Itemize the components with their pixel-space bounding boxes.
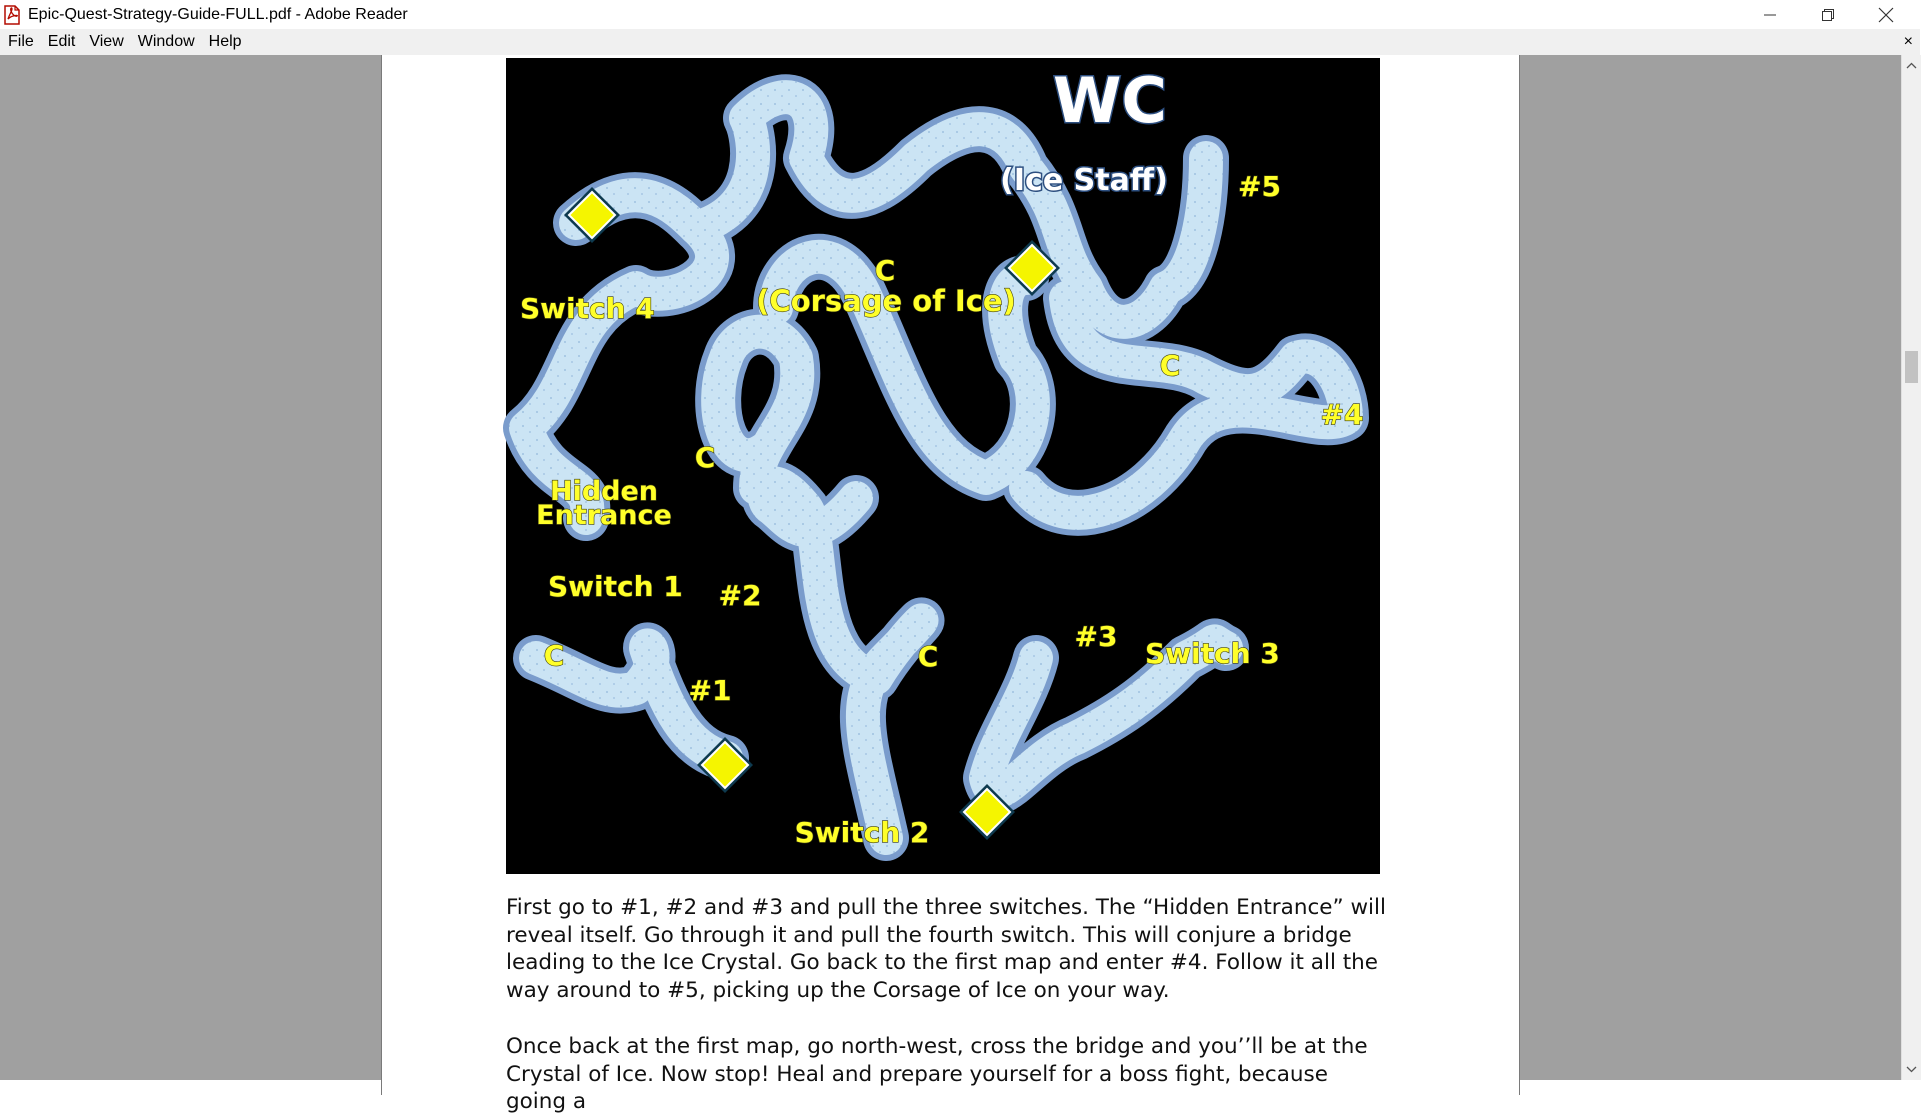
marker-2-label: #2 <box>718 579 762 612</box>
minimize-button[interactable] <box>1741 0 1799 29</box>
dungeon-map-image <box>506 58 1380 874</box>
chest-label: C <box>543 639 565 672</box>
switch-3-label: Switch 3 <box>1145 637 1280 670</box>
corsage-label: (Corsage of Ice) <box>756 284 1016 318</box>
marker-5-label: #5 <box>1238 170 1281 203</box>
restore-button[interactable] <box>1799 0 1857 29</box>
switch-1-label: Switch 1 <box>548 570 683 603</box>
menu-bar <box>0 29 1920 56</box>
chest-label: C <box>694 441 716 474</box>
scroll-up-button[interactable] <box>1902 57 1921 74</box>
vertical-scrollbar[interactable] <box>1901 55 1921 1080</box>
guide-paragraph-1: First go to #1, #2 and #3 and pull the three switches. The “Hidden Entrance” will reveal itself. Go through it and pull the fourth switch. This will conjure a bridge leading to the Ice Crystal. Go back to the first map and enter #4. Follow it all the way around to #5, picking up the Corsage of Ice on your way. <box>506 895 1386 1003</box>
hidden-entrance-label-line2: Entrance <box>536 500 672 531</box>
scroll-thumb[interactable] <box>1905 351 1918 383</box>
marker-3-label: #3 <box>1074 620 1118 653</box>
minimize-icon <box>1764 9 1776 21</box>
chest-label: C <box>917 640 939 673</box>
switch-4-label: Switch 4 <box>520 292 655 325</box>
wc-title-label: WC <box>1053 64 1167 137</box>
close-document-button[interactable]: × <box>1903 33 1913 50</box>
title-bar <box>0 0 1920 29</box>
scroll-down-button[interactable] <box>1902 1061 1921 1078</box>
window-title: Epic-Quest-Strategy-Guide-FULL.pdf - Adobe Reader <box>28 5 408 23</box>
guide-paragraph-2: Once back at the first map, go north-west, cross the bridge and you’’ll be at the Crystal of Ice. Now stop! Heal and prepare yourself for a boss fight, because going a <box>506 1034 1368 1114</box>
chevron-up-icon <box>1906 62 1917 69</box>
chevron-down-icon <box>1906 1066 1917 1073</box>
menu-edit[interactable]: Edit <box>47 33 76 50</box>
menu-view[interactable]: View <box>89 33 124 50</box>
menu-help[interactable]: Help <box>208 33 242 50</box>
marker-1-label: #1 <box>688 674 732 707</box>
close-button[interactable] <box>1857 0 1915 29</box>
chest-label: C <box>1159 349 1181 382</box>
menu-file[interactable]: File <box>8 33 34 50</box>
document-viewport[interactable] <box>0 55 1901 1114</box>
ice-staff-label: (Ice Staff) <box>1000 163 1168 198</box>
ice-cave-map <box>506 58 1380 874</box>
pdf-page <box>381 55 1520 1114</box>
switch-2-label: Switch 2 <box>794 816 930 849</box>
hidden-entrance-label-line1: Hidden <box>549 476 659 507</box>
restore-icon <box>1822 9 1834 21</box>
close-icon <box>1879 8 1893 22</box>
marker-4-label: #4 <box>1320 398 1364 431</box>
menu-window[interactable]: Window <box>137 33 195 50</box>
chest-label: C <box>874 254 896 287</box>
pdf-file-icon <box>3 5 21 25</box>
